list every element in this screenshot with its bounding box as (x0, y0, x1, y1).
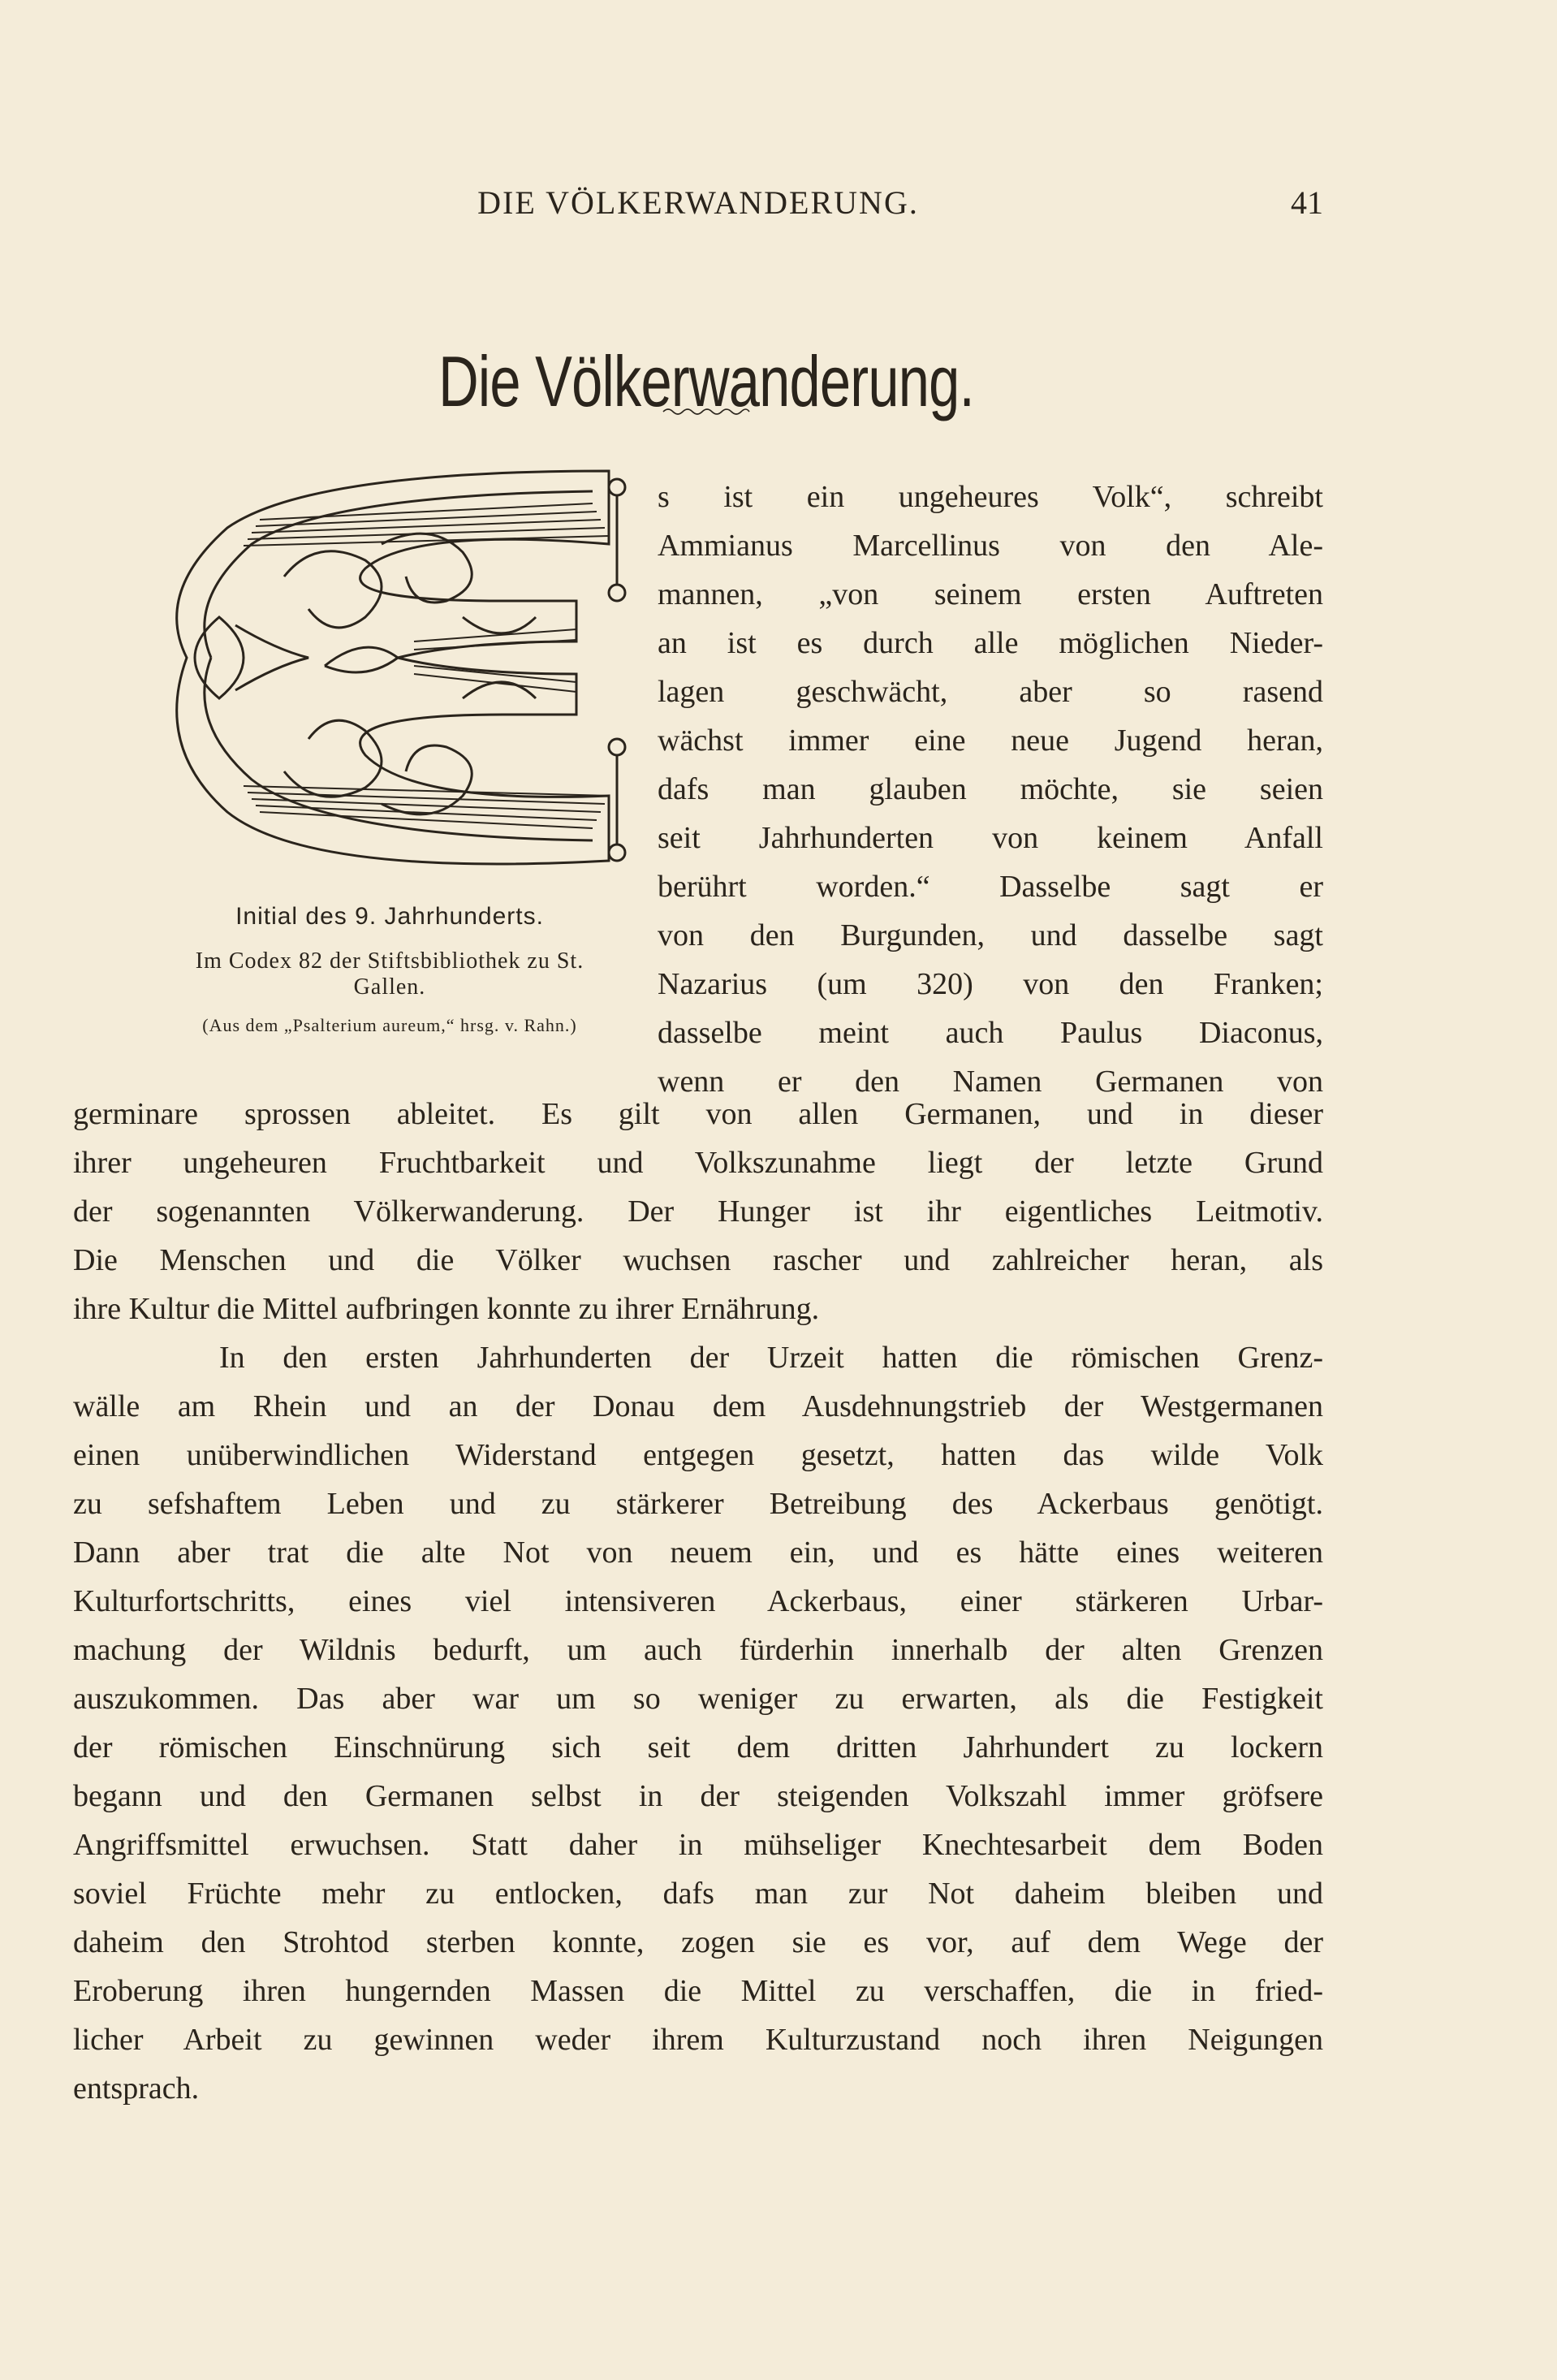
text-line: licher Arbeit zu gewinnen weder ihrem Kulturzustand noch ihren Neigungen (73, 2023, 1323, 2057)
text-line: an ist es durch alle möglichen Nieder- (658, 626, 1323, 660)
text-line: Die Menschen und die Völker wuchsen rascher und zahlreicher heran, als (73, 1243, 1323, 1277)
paragraph-start-line: In den ersten Jahrhunderten der Urzeit hatten die römischen Grenz- (219, 1341, 1323, 1375)
chapter-title: Die Völkerwanderung. (438, 340, 974, 421)
ornament-rule (662, 406, 751, 417)
text-line: mannen, „von seinem ersten Auftreten (658, 577, 1323, 611)
text-line: Angriffsmittel erwuchsen. Statt daher in mühseliger Knechtesarbeit dem Boden (73, 1828, 1323, 1862)
text-line: daheim den Strohtod sterben konnte, zogen sie es vor, auf dem Wege der (73, 1925, 1323, 1959)
running-title: DIE VÖLKERWANDERUNG. (477, 184, 919, 221)
text-line: machung der Wildnis bedurft, um auch fürderhin innerhalb der alten Grenzen (73, 1633, 1323, 1667)
text-line: von den Burgunden, und dasselbe sagt (658, 918, 1323, 952)
text-line: wälle am Rhein und an der Donau dem Ausdehnungstrieb der Westgermanen (73, 1389, 1323, 1423)
text-line: Kulturfortschritts, eines viel intensiveren Ackerbaus, einer stärkeren Urbar- (73, 1584, 1323, 1618)
text-line: Eroberung ihren hungernden Massen die Mittel zu verschaffen, die in fried- (73, 1974, 1323, 2008)
text-line: der sogenannten Völkerwanderung. Der Hunger ist ihr eigentliches Leitmotiv. (73, 1194, 1323, 1229)
running-head (73, 184, 1323, 232)
text-line: germinare sprossen ableitet. Es gilt von allen Germanen, und in dieser (73, 1097, 1323, 1131)
decorated-initial-image (122, 455, 658, 893)
text-line: ihrer ungeheuren Fruchtbarkeit und Volkszunahme liegt der letzte Grund (73, 1146, 1323, 1180)
text-line: Nazarius (um 320) von den Franken; (658, 967, 1323, 1001)
text-line: der römischen Einschnürung sich seit dem dritten Jahrhundert zu lockern (73, 1730, 1323, 1764)
text-line: Dann aber trat die alte Not von neuem ein, und es hätte eines weiteren (73, 1536, 1323, 1570)
text-line: soviel Früchte mehr zu entlocken, dafs man zur Not daheim bleiben und (73, 1877, 1323, 1911)
main-column-text (73, 1090, 1323, 2113)
figure-caption-title: Initial des 9. Jahrhunderts. (235, 903, 544, 930)
text-line: wenn er den Namen Germanen von (658, 1065, 1323, 1099)
text-line: begann und den Germanen selbst in der steigenden Volkszahl immer gröfsere (73, 1779, 1323, 1813)
text-line: seit Jahrhunderten von keinem Anfall (658, 821, 1323, 855)
text-line: lagen geschwächt, aber so rasend (658, 675, 1323, 709)
text-line: Ammianus Marcellinus von den Ale- (658, 529, 1323, 563)
text-line: berührt worden.“ Dasselbe sagt er (658, 870, 1323, 904)
text-line: entsprach. (73, 2071, 200, 2106)
text-line: zu sefshaftem Leben und zu stärkerer Betreibung des Ackerbaus genötigt. (73, 1487, 1323, 1521)
text-line: ihre Kultur die Mittel aufbringen konnte zu ihrer Ernährung. (73, 1292, 820, 1326)
text-line: s ist ein ungeheures Volk“, schreibt (658, 480, 1323, 514)
figure-caption-credit: (Aus dem „Psalterium aureum,“ hrsg. v. Rahn.) (202, 1015, 577, 1035)
text-line: wächst immer eine neue Jugend heran, (658, 724, 1323, 758)
figure-caption-source: Im Codex 82 der Stiftsbibliothek zu St. Gallen. (195, 948, 584, 1000)
text-line: dafs man glauben möchte, sie seien (658, 772, 1323, 806)
text-line: auszukommen. Das aber war um so weniger zu erwarten, als die Festigkeit (73, 1682, 1323, 1716)
text-line: einen unüberwindlichen Widerstand entgegen gesetzt, hatten das wilde Volk (73, 1438, 1323, 1472)
text-line: dasselbe meint auch Paulus Diaconus, (658, 1016, 1323, 1050)
page-number: 41 (1291, 184, 1323, 221)
side-column-text (658, 473, 1323, 1106)
